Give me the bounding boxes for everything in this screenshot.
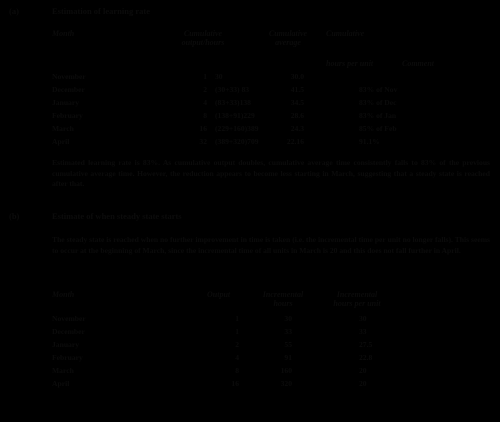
header-cum-output-1: Cumulative — [183, 29, 223, 38]
header-cum-avg-2: average — [275, 38, 301, 47]
section-a-label: (a) — [9, 6, 19, 16]
table-a-comment: 83% of Jan — [359, 111, 397, 120]
header-cum-hours-1: Cumulative — [326, 29, 365, 38]
header-output: Output — [207, 290, 231, 299]
table-a-n: 8 — [203, 111, 207, 120]
table-b-per-unit: 33 — [359, 327, 367, 336]
table-b-hours: 320 — [280, 379, 292, 388]
section-b-title: Estimate of when steady state starts — [52, 211, 182, 221]
header-inc-unit-1: Incremental — [336, 290, 378, 299]
table-b-per-unit: 20 — [359, 366, 367, 375]
table-a-comment: 83% of Nov — [359, 85, 398, 94]
table-b-hours: 160 — [280, 366, 292, 375]
table-a-avg: 34.5 — [290, 98, 304, 107]
table-a-avg: 24.3 — [290, 124, 304, 133]
table-b-output: 2 — [235, 340, 239, 349]
table-a-calc: (229+160)389 — [215, 124, 259, 133]
table-a-avg: 22.16 — [286, 137, 304, 146]
header-cum-avg-1: Cumulative — [268, 29, 308, 38]
table-a-month: April — [52, 137, 70, 146]
table-b-per-unit: 30 — [359, 314, 367, 323]
table-a-avg: 28.6 — [290, 111, 304, 120]
table-b-month: February — [52, 353, 83, 362]
table-a-n: 1 — [203, 72, 207, 81]
table-a-n: 16 — [199, 124, 207, 133]
section-a-title: Estimation of learning rate — [52, 6, 150, 16]
table-a-month: March — [52, 124, 74, 133]
table-b-month: January — [52, 340, 80, 349]
table-b-per-unit: 22.8 — [359, 353, 373, 362]
header-comment: Comment — [402, 59, 435, 68]
table-a-calc: (389+320)709 — [215, 137, 259, 146]
table-b-month: April — [52, 379, 70, 388]
header-month: Month — [52, 290, 75, 299]
table-a-comment: 91.1% — [359, 137, 380, 146]
section-a-paragraph: Estimated learning rate is 83%. As cumulative output doubles, cumulative average time consistently falls to 83% of the previous cumulative average time. However, the reduction appears to become less starting in March, suggesting that a steady state is reached after that. — [52, 158, 490, 189]
table-a-n: 32 — [199, 137, 207, 146]
table-b-hours: 91 — [284, 353, 292, 362]
table-a-month: November — [52, 72, 86, 81]
table-a-calc: 30 — [215, 72, 223, 81]
table-a-calc: (30+33) 83 — [215, 85, 250, 94]
table-b-month: November — [52, 314, 86, 323]
table-b-hours: 55 — [284, 340, 292, 349]
header-inc-hours-1: Incremental — [262, 290, 304, 299]
header-cum-output-2: output/hours — [181, 38, 225, 47]
table-b-hours: 33 — [284, 327, 292, 336]
table-b-per-unit: 27.5 — [359, 340, 373, 349]
table-b-output: 1 — [235, 314, 239, 323]
table-a-month: January — [52, 98, 80, 107]
header-cum-hours-2: hours per unit — [326, 59, 374, 68]
table-b-output: 16 — [231, 379, 239, 388]
header-inc-hours-2: hours — [273, 299, 293, 308]
table-b-month: December — [52, 327, 85, 336]
table-a-calc: (138+91)229 — [215, 111, 255, 120]
table-a-month: December — [52, 85, 85, 94]
table-a-avg: 30.0 — [290, 72, 304, 81]
table-b-output: 1 — [235, 327, 239, 336]
table-b-output: 8 — [235, 366, 239, 375]
header-inc-unit-2: hours per unit — [333, 299, 381, 308]
header-month: Month — [52, 29, 75, 38]
section-b-paragraph: The steady state is reached when no further improvement in time is taken (i.e. the incremental time per unit no longer falls). This seems to occur at the beginning of March, since the incremental time of all units in March is 20 and this does not fall further in April. — [52, 235, 490, 255]
table-b-per-unit: 20 — [359, 379, 367, 388]
table-b-hours: 30 — [284, 314, 292, 323]
table-b-output: 4 — [235, 353, 239, 362]
table-a-n: 4 — [203, 98, 207, 107]
table-a-calc: (83+33)138 — [215, 98, 251, 107]
table-a-month: February — [52, 111, 83, 120]
table-a-comment: 83% of Dec — [359, 98, 397, 107]
table-a-n: 2 — [203, 85, 207, 94]
section-b-label: (b) — [9, 211, 20, 221]
table-a-comment: 85% of Feb — [359, 124, 397, 133]
table-a-avg: 41.5 — [290, 85, 304, 94]
table-b-month: March — [52, 366, 74, 375]
